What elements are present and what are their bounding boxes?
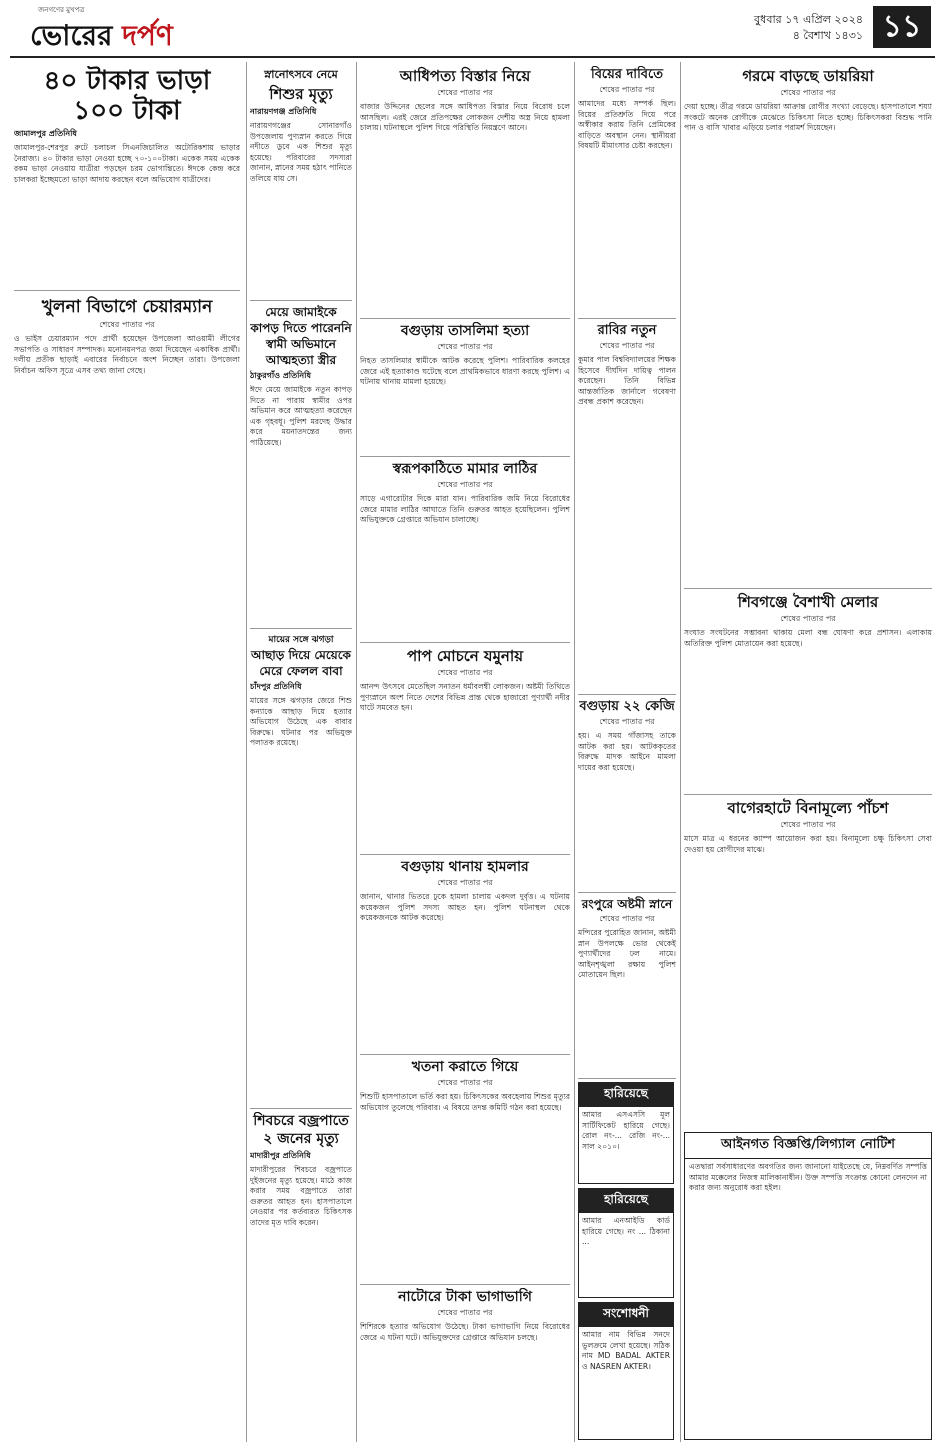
article-body: জানান, থানার ভিতরে ঢুকে হামলা চালায় একদল দুর্বৃত্ত। এ ঘটনায় কয়েকজন পুলিশ সদস্য আহত হন। পুলিশ ঘটনাস্থল থেকে কয়েকজনকে আটক করেছে।: [360, 892, 570, 923]
byline: মাদারীপুর প্রতিনিধি: [250, 1151, 311, 1160]
date-line-1: বুধবার ১৭ এপ্রিল ২০২৪: [754, 13, 863, 26]
divider: [578, 1078, 676, 1079]
divider: [684, 794, 932, 795]
logo-tagline: জনগণের মুখপত্র: [38, 6, 85, 14]
masthead: [0, 0, 945, 58]
classified-title: হারিয়েছে: [579, 1083, 673, 1107]
divider: [250, 1108, 352, 1109]
continued-label: শেষের পাতার পর: [780, 614, 836, 623]
continued-label: শেষের পাতার পর: [437, 878, 493, 887]
article-bogura-police: [360, 858, 570, 1052]
article-daughter: [250, 632, 352, 1052]
article-body: বাজার উদ্দিনের ছেলের সঙ্গে আধিপত্য বিস্তার নিয়ে বিরোধ চলে আসছিল। এরই জেরে প্রতিপক্ষের লোকজন দেশীয় অস্ত্র নিয়ে হামলা চালায়। ঘটনাস্থলে পুলিশ গিয়ে পরিস্থিতি নিয়ন্ত্রণে আনে।: [360, 102, 570, 133]
divider: [360, 1284, 570, 1285]
article-body: মাদারীপুরের শিবচরে বজ্রপাতে দুইজনের মৃত্যু হয়েছে। মাঠে কাজ করার সময় বজ্রপাতে তারা গুরুতর আহত হন। হাসপাতালে নেওয়ার পর কর্তব্যরত চিকিৎসক তাদের মৃত দাবি করেন।: [250, 1165, 352, 1227]
byline: জামালপুর প্রতিনিধি: [14, 129, 77, 138]
article-jamuna: [360, 646, 570, 852]
continued-label: শেষের পাতার পর: [437, 1078, 493, 1087]
divider: [360, 456, 570, 457]
classified-title: হারিয়েছে: [579, 1189, 673, 1213]
article-khatna: [360, 1058, 570, 1282]
column-divider: [246, 62, 247, 1442]
article-body: নিহত তাসলিমার স্বামীকে আটক করেছে পুলিশ। পারিবারিক কলহের জেরে এই হত্যাকাণ্ড ঘটেছে বলে প্রাথমিকভাবে ধারণা করছে পুলিশ। এ ঘটনায় থানায় মামলা হয়েছে।: [360, 356, 570, 387]
divider: [578, 694, 676, 695]
headline-child: শিশুর মৃত্যু: [269, 85, 333, 103]
column-divider: [574, 62, 575, 1442]
date-line-2: ৪ বৈশাখ ১৪৩১: [792, 29, 863, 42]
article-marriage: [578, 66, 676, 316]
divider: [360, 1054, 570, 1055]
headline-shibganj: শিবগঞ্জে বৈশাখী মেলার: [737, 593, 879, 611]
headline-bogura22: বগুড়ায় ২২ কেজি: [579, 699, 675, 714]
divider: [14, 290, 240, 291]
continued-label: শেষের পাতার পর: [437, 88, 493, 97]
classified-lost-2: [578, 1188, 674, 1298]
legal-notice: [684, 1132, 932, 1440]
masthead-rule: [10, 56, 935, 58]
classified-body: আমার এসএসসি মূল সার্টিফিকেট হারিয়ে গেছে। রোল নং-... রেজি নং-... সাল ২০১০।: [582, 1110, 670, 1151]
continued-label: শেষের পাতার পর: [599, 717, 655, 726]
column-divider: [356, 62, 357, 1442]
article-rabir: [578, 322, 676, 692]
kicker-daughter: মায়ের সঙ্গে ঝগড়া: [268, 635, 334, 645]
article-mama: [360, 460, 570, 640]
article-body: ঈদে মেয়ে জামাইকে নতুন কাপড় দিতে না পারায় স্বামীর ওপর অভিমান করে আত্মহত্যা করেছেন এক গৃহবধূ। পুলিশ মরদেহ উদ্ধার করে ময়নাতদন্তের জন্য পাঠিয়েছে।: [250, 385, 352, 447]
continued-label: শেষের পাতার পর: [599, 85, 655, 94]
article-bagerhat: [684, 798, 932, 1128]
article-body: দেয়া হচ্ছে। তীব্র গরমে ডায়রিয়া আক্রান্ত রোগীর সংখ্যা বেড়েছে। হাসপাতালে শয্যা সংকটে অনেক রোগীকে মেঝেতে চিকিৎসা নিতে হচ্ছে। চিকিৎসকরা বিশুদ্ধ পানি পান ও বাসি খাবার এড়িয়ে চলার পরামর্শ দিয়েছেন।: [684, 102, 932, 133]
headline-jamuna: পাপ মোচনে যমুনায়: [406, 647, 524, 665]
article-fare: [14, 66, 240, 288]
divider: [360, 854, 570, 855]
continued-label: শেষের পাতার পর: [99, 320, 155, 329]
headline-fare-2: ১০০ টাকা: [73, 96, 181, 126]
continued-label: শেষের পাতার পর: [780, 88, 836, 97]
headline-khulna: খুলনা বিভাগে চেয়ারম্যান: [41, 297, 213, 317]
headline-bagerhat: বাগেরহাটে বিনামূল্যে পাঁচশ: [727, 799, 889, 817]
classified-lost-1: [578, 1082, 674, 1184]
continued-label: শেষের পাতার পর: [437, 342, 493, 351]
page-number: ১১: [873, 6, 931, 48]
classified-body: আমার নাম বিভিন্ন সনদে ভুলক্রমে লেখা হয়েছে। সঠিক নাম MD BADAL AKTER ও NASREN AKTER।: [582, 1330, 670, 1371]
article-khulna: [14, 296, 240, 1436]
legal-notice-title: আইনগত বিজ্ঞপ্তি/লিগ্যাল নোটিশ: [685, 1133, 931, 1159]
article-rangpur: [578, 896, 676, 1076]
kicker-child: স্নানোৎসবে নেমে: [264, 68, 338, 81]
article-taslima: [360, 322, 570, 452]
classified-body: আমার এনআইডি কার্ড হারিয়ে গেছে। নং ... ঠিকানা ...: [582, 1216, 670, 1247]
article-heat: [684, 66, 932, 586]
headline-khatna: খতনা করাতে গিয়ে: [411, 1059, 519, 1075]
article-suicide: [250, 304, 352, 604]
logo-wordmark: [30, 14, 173, 61]
article-body: আনন্দ উৎসবে মেতেছিল সনাতন ধর্মাবলম্বী লোকজন। অষ্টমী তিথিতে পুণ্যস্নানে অংশ নিতে দেশের বিভিন্ন প্রান্ত থেকে হাজারো পুণ্যার্থী নদীর ঘাটে সমবেত হন।: [360, 682, 570, 713]
article-body: মাসে মাত্র এ ধরনের ক্যাম্প আয়োজন করা হয়। বিনামূল্যে চক্ষু চিকিৎসা সেবা দেওয়া হয় রোগীদের মাঝে।: [684, 834, 932, 854]
article-body: কুমার পাল বিশ্ববিদ্যালয়ের শিক্ষক হিসেবে দীর্ঘদিন দায়িত্ব পালন করেছেন। তিনি বিভিন্ন আন্তর্জাতিক জার্নালে গবেষণা প্রবন্ধ প্রকাশ করেছেন।: [578, 355, 676, 407]
headline-lightning: শিবচরে বজ্রপাতে ২ জনের মৃত্যু: [253, 1113, 349, 1147]
divider: [578, 318, 676, 319]
byline: নারায়ণগঞ্জ প্রতিনিধি: [250, 107, 317, 116]
classified-correction: [578, 1302, 674, 1440]
logo-part-1: ভোরের: [30, 19, 113, 52]
date-block: [754, 12, 863, 44]
divider: [360, 642, 570, 643]
article-body: আমাদের মধ্যে সম্পর্ক ছিল। বিয়ের প্রতিশ্রুতি দিয়ে পরে অস্বীকার করায় তিনি প্রেমিকের বাড়িতে অবস্থান নেন। স্থানীয়রা বিষয়টি মীমাংসার চেষ্টা করছেন।: [578, 99, 676, 151]
divider: [578, 892, 676, 893]
article-body: জামালপুর-শেরপুর রুটে চলাচল সিএনজিচালিত অটোরিকশায় ভাড়ার নৈরাজ্য। ৪০ টাকার ভাড়া নেওয়া হচ্ছে ৭০-১০০টাকা। একেক সময় একেক রকম ভাড়া নেওয়ায় যাত্রীরা পড়ছেন চরম ভোগান্তিতে। ঈদকে কেন্দ্র করে চালকরা ইচ্ছেমতো ভাড়া আদায় করছেন বলে অভিযোগ যাত্রীদের।: [14, 143, 240, 184]
byline: চাঁদপুর প্রতিনিধি: [250, 682, 302, 691]
headline-daughter: আছাড় দিয়ে মেয়েকে মেরে ফেলল বাবা: [251, 648, 351, 678]
article-body: শিশিরকে হত্যার অভিযোগ উঠেছে। টাকা ভাগাভাগি নিয়ে বিরোধের জেরে এ ঘটনা ঘটে। অভিযুক্তদের গ্রেপ্তারে অভিযান চলছে।: [360, 1322, 570, 1342]
continued-label: শেষের পাতার পর: [437, 1308, 493, 1317]
article-dominance: [360, 66, 570, 316]
divider: [684, 588, 932, 589]
article-body: শিশুটি হাসপাতালে ভর্তি করা হয়। চিকিৎসকের অবহেলায় শিশুর মৃত্যুর অভিযোগ তুলেছে পরিবার। এ বিষয়ে তদন্ত কমিটি গঠন করা হয়েছে।: [360, 1092, 570, 1112]
divider: [250, 300, 352, 301]
headline-rabir: রাবির নতুন: [597, 323, 657, 338]
headline-suicide: মেয়ে জামাইকে কাপড় দিতে পারেননি স্বামী অভিমানে আত্মহত্যা স্ত্রীর: [250, 305, 352, 367]
article-bogura22: [578, 698, 676, 890]
headline-mama: স্বরূপকাঠিতে মামার লাঠির: [392, 461, 538, 477]
article-shibganj: [684, 592, 932, 792]
continued-label: শেষের পাতার পর: [599, 341, 655, 350]
headline-bogura-police: বগুড়ায় থানায় হামলার: [401, 859, 529, 875]
article-lightning: [250, 1112, 352, 1442]
classified-title: সংশোধনী: [579, 1303, 673, 1327]
headline-rangpur: রংপুরে অষ্টমী স্নানে: [581, 897, 673, 911]
article-body: সাড়ে এগারোটার দিকে মারা যান। পারিবারিক জমি নিয়ে বিরোধের জেরে মামার লাঠির আঘাতে তিনি গুরুতর আহত হয়েছিলেন। পুলিশ অভিযুক্তকে গ্রেপ্তারে অভিযান চালাচ্ছে।: [360, 494, 570, 525]
divider: [360, 318, 570, 319]
article-natore: [360, 1288, 570, 1442]
article-body: মায়ের সঙ্গে ঝগড়ার জেরে শিশু কন্যাকে আছাড় দিয়ে হত্যার অভিযোগ উঠেছে এক বাবার বিরুদ্ধে। ঘটনার পর অভিযুক্ত পলাতক রয়েছে।: [250, 696, 352, 748]
divider: [250, 628, 352, 629]
article-body: মন্দিরের পুরোহিত জানান, অষ্টমী স্নান উপলক্ষে ভোর থেকেই পুণ্যার্থীদের ঢল নামে। আইনশৃঙ্খলা রক্ষায় পুলিশ মোতায়েন ছিল।: [578, 928, 676, 980]
headline-fare-1: ৪০ টাকার ভাড়া: [43, 66, 211, 96]
article-body: হয়। এ সময় গাঁজাসহ তাকে আটক করা হয়। আটককৃতের বিরুদ্ধে মাদক আইনে মামলা দায়ের করা হয়েছে।: [578, 731, 676, 772]
headline-natore: নাটোরে টাকা ভাগাভাগি: [398, 1289, 532, 1305]
article-child: [250, 66, 352, 298]
continued-label: শেষের পাতার পর: [437, 480, 493, 489]
column-divider: [680, 62, 681, 1442]
headline-dominance: আধিপত্য বিস্তার নিয়ে: [399, 67, 531, 85]
continued-label: শেষের পাতার পর: [599, 914, 655, 923]
headline-marriage: বিয়ের দাবিতে: [590, 67, 664, 82]
article-body: সংঘাত সংঘটনের সম্ভাবনা থাকায় মেলা বন্ধ ঘোষণা করে প্রশাসন। এলাকায় অতিরিক্ত পুলিশ মোতায়েন করা হয়েছে।: [684, 628, 932, 648]
headline-taslima: বগুড়ায় তাসলিমা হত্যা: [400, 323, 530, 339]
continued-label: শেষের পাতার পর: [780, 820, 836, 829]
logo-part-2: দর্পণ: [122, 19, 173, 52]
article-body: ও ভাইস চেয়ারম্যান পদে প্রার্থী হয়েছেন উপজেলা আওয়ামী লীগের সভাপতি ও সাধারণ সম্পাদক। মনোনয়নপত্র জমা দিয়েছেন একাধিক প্রার্থী। দলীয় প্রতীক ছাড়াই এবারের নির্বাচনে অংশ নিচ্ছেন তারা। উপজেলা নির্বাচন অফিস সূত্রে এসব তথ্য জানা গেছে।: [14, 334, 240, 375]
byline: ঠাকুরগাঁও প্রতিনিধি: [250, 371, 311, 380]
continued-label: শেষের পাতার পর: [437, 668, 493, 677]
logo: [28, 4, 228, 54]
headline-heat: গরমে বাড়ছে ডায়রিয়া: [742, 67, 874, 85]
legal-notice-body: এতদ্বারা সর্বসাধারণের অবগতির জন্য জানানো যাইতেছে যে, নিম্নবর্ণিত সম্পত্তি আমার মক্কেলের নিজস্ব মালিকানাধীন। উক্ত সম্পত্তি সংক্রান্ত কোনো লেনদেন না করার জন্য অনুরোধ করা হইল।: [689, 1162, 927, 1193]
article-body: নারায়ণগঞ্জের সোনারগাঁও উপজেলায় পুণ্যস্নান করতে গিয়ে নদীতে ডুবে এক শিশুর মৃত্যু হয়েছে। পরিবারের সদস্যরা জানান, স্নানের সময় হঠাৎ পানিতে তলিয়ে যায় সে।: [250, 121, 352, 183]
